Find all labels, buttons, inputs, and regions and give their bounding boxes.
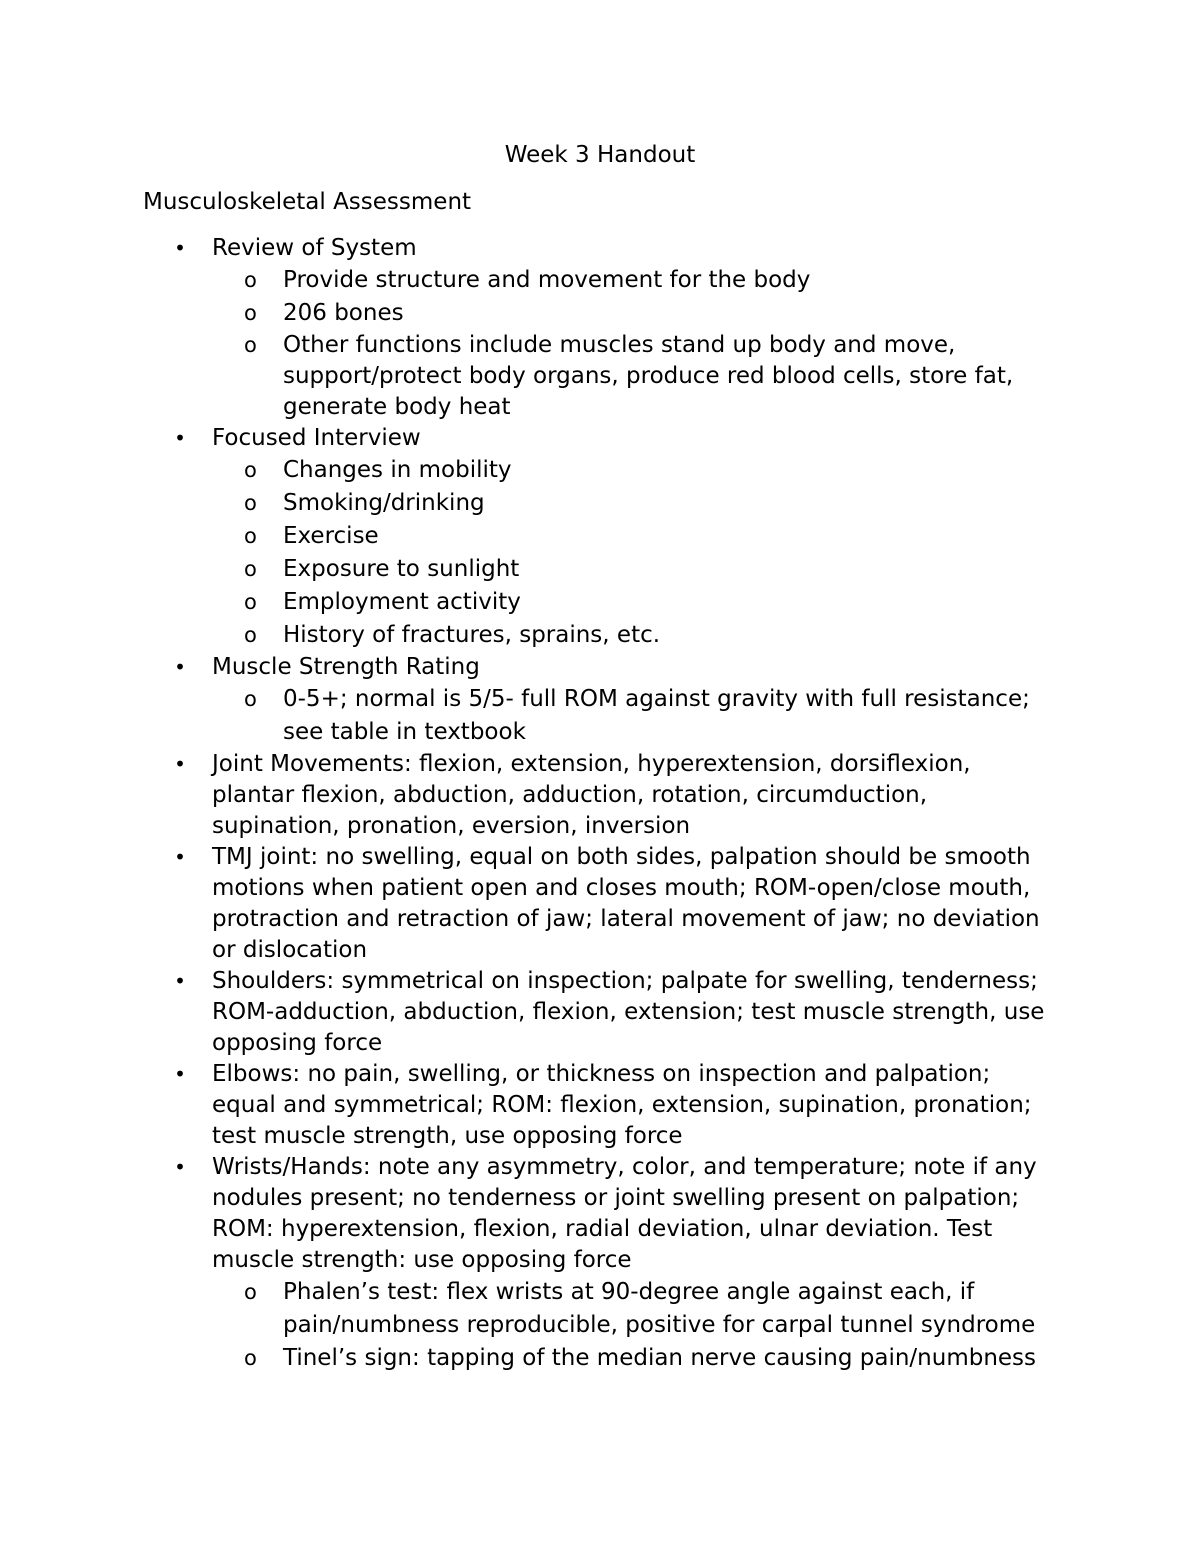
sub-list-item — [0, 619, 1058, 652]
sub-list — [212, 454, 1058, 652]
sub-list-item — [0, 1342, 1058, 1375]
list-item — [0, 966, 1058, 1059]
list-item — [0, 1059, 1058, 1152]
main-bullet-list — [0, 233, 1200, 1375]
sub-bullet-icon: o — [244, 301, 257, 325]
bullet-icon: • — [174, 752, 186, 776]
bullet-icon: • — [174, 426, 186, 450]
sub-bullet-icon: o — [244, 268, 257, 292]
list-item — [0, 233, 1058, 423]
sub-bullet-icon: o — [244, 590, 257, 614]
list-item — [0, 423, 1058, 652]
list-item-text: Review of System — [212, 235, 417, 261]
list-item-text: Joint Movements: flexion, extension, hyperextension, dorsiflexion, plantar flexion, abduction, adduction, rotation, circumduction, supination, pronation, eversion, inversion — [212, 751, 971, 839]
sub-bullet-icon: o — [244, 524, 257, 548]
sub-list-item — [0, 487, 1058, 520]
sub-list — [212, 683, 1058, 749]
sub-list-item — [0, 1276, 1058, 1342]
sub-list-item-text: Employment activity — [283, 589, 521, 615]
list-item — [0, 1152, 1058, 1375]
list-item-text: Shoulders: symmetrical on inspection; palpate for swelling, tenderness; ROM-adduction, abduction, flexion, extension; test muscle strength, use opposing force — [212, 968, 1045, 1056]
sub-list-item-text: Phalen’s test: flex wrists at 90-degree angle against each, if pain/numbness reproducible, positive for carpal tunnel syndrome — [283, 1279, 1036, 1338]
bullet-icon: • — [174, 1062, 186, 1086]
sub-list-item — [0, 520, 1058, 553]
sub-list-item-text: Smoking/drinking — [283, 490, 485, 516]
sub-list-item — [0, 297, 1058, 330]
sub-list — [212, 1276, 1058, 1375]
sub-list-item-text: Changes in mobility — [283, 457, 512, 483]
section-heading: Musculoskeletal Assessment — [143, 189, 472, 215]
list-item-text: TMJ joint: no swelling, equal on both sides, palpation should be smooth motions when patient open and closes mouth; ROM-open/close mouth, protraction and retraction of jaw; lateral movement of jaw; no deviation or dislocation — [212, 844, 1040, 963]
sub-list-item-text: Tinel’s sign: tapping of the median nerve causing pain/numbness — [283, 1345, 1037, 1371]
sub-list-item-text: Exercise — [283, 523, 379, 549]
sub-bullet-icon: o — [244, 333, 257, 357]
sub-bullet-icon: o — [244, 1346, 257, 1370]
sub-list-item-text: Exposure to sunlight — [283, 556, 520, 582]
bullet-icon: • — [174, 236, 186, 260]
sub-list-item-text: History of fractures, sprains, etc. — [283, 622, 661, 648]
sub-bullet-icon: o — [244, 458, 257, 482]
bullet-icon: • — [174, 845, 186, 869]
sub-list-item-text: Provide structure and movement for the body — [283, 267, 811, 293]
sub-list-item-text: 206 bones — [283, 300, 404, 326]
list-item-text: Wrists/Hands: note any asymmetry, color, and temperature; note if any nodules present; no tenderness or joint swelling present on palpation; ROM: hyperextension, flexion, radial deviation, ulnar deviation. Test muscle strength: use opposing force — [212, 1154, 1037, 1273]
sub-list-item — [0, 330, 1058, 423]
sub-list-item — [0, 454, 1058, 487]
bullet-icon: • — [174, 1155, 186, 1179]
list-item — [0, 652, 1058, 749]
bullet-icon: • — [174, 969, 186, 993]
list-item-text: Elbows: no pain, swelling, or thickness on inspection and palpation; equal and symmetrical; ROM: flexion, extension, supination, pronation; test muscle strength, use opposing force — [212, 1061, 1032, 1149]
sub-list-item — [0, 264, 1058, 297]
bullet-icon: • — [174, 655, 186, 679]
sub-list — [212, 264, 1058, 423]
sub-bullet-icon: o — [244, 557, 257, 581]
list-item-text: Focused Interview — [212, 425, 421, 451]
sub-list-item-text: Other functions include muscles stand up body and move, support/protect body organs, produce red blood cells, store fat, generate body heat — [283, 332, 1014, 420]
sub-bullet-icon: o — [244, 491, 257, 515]
document-title: Week 3 Handout — [504, 142, 696, 168]
sub-bullet-icon: o — [244, 687, 257, 711]
sub-list-item — [0, 586, 1058, 619]
list-item — [0, 842, 1058, 966]
sub-list-item-text: 0-5+; normal is 5/5- full ROM against gravity with full resistance; see table in textbook — [283, 686, 1030, 745]
list-item-text: Muscle Strength Rating — [212, 654, 480, 680]
sub-list-item — [0, 553, 1058, 586]
sub-list-item — [0, 683, 1058, 749]
sub-bullet-icon: o — [244, 1280, 257, 1304]
list-item — [0, 749, 1058, 842]
sub-bullet-icon: o — [244, 623, 257, 647]
